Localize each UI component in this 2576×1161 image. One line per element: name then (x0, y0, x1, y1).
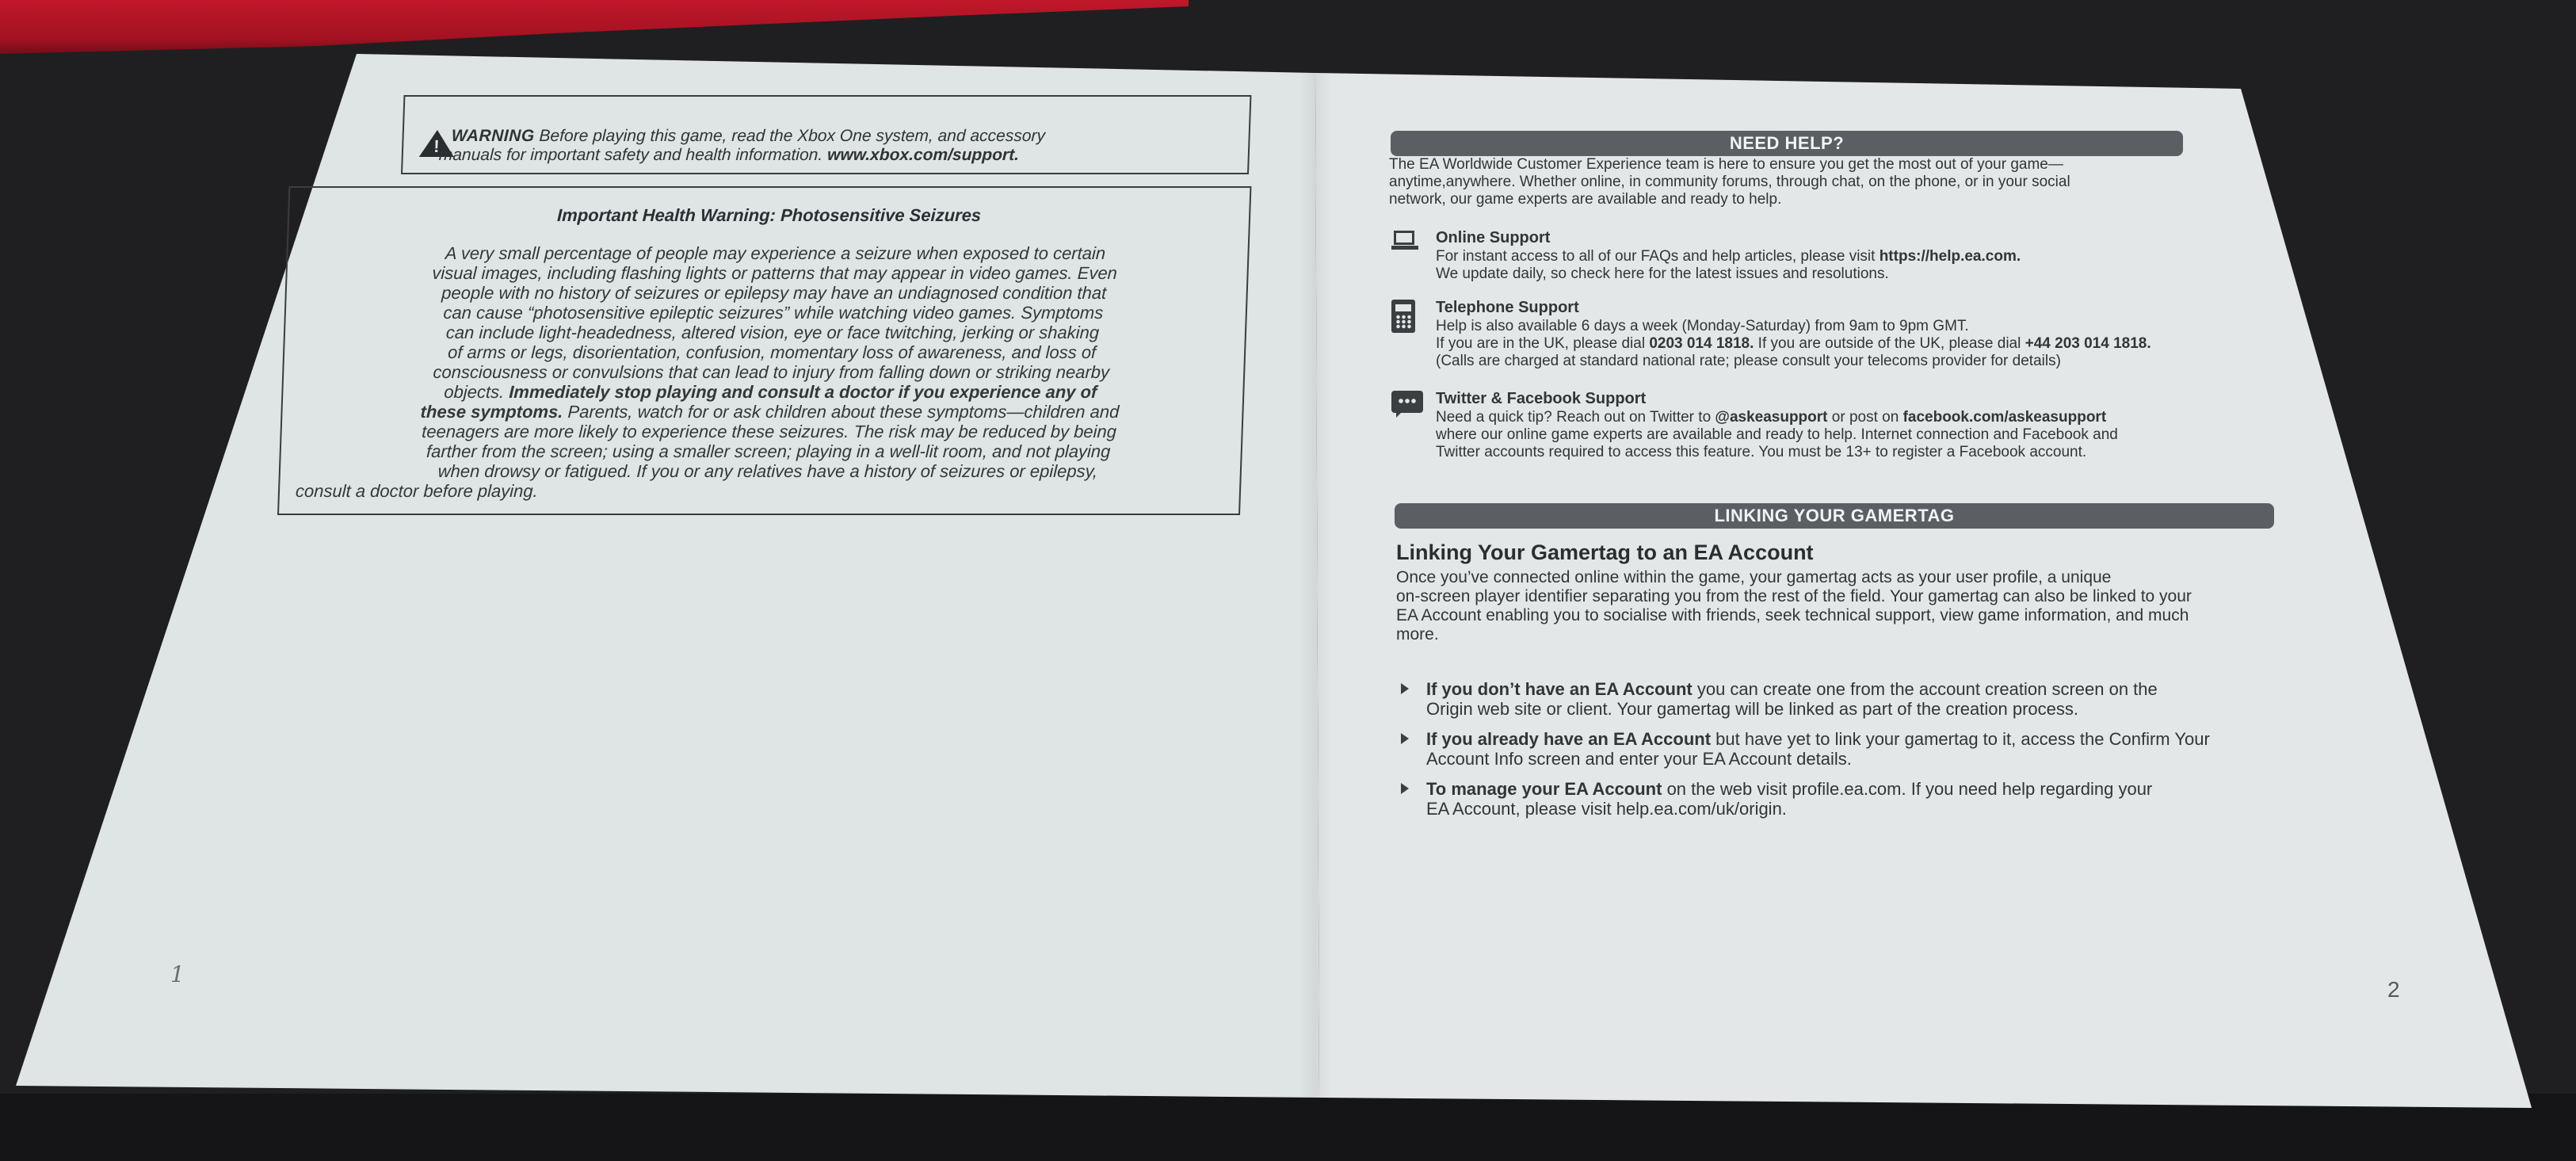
online-support-section (1436, 227, 2021, 283)
health-line: when drowsy or fatigued. If you or any relatives have a history of seizures or epilepsy, (437, 461, 1098, 481)
telephone-support-section (1436, 297, 2151, 370)
page-number-left: 1 (170, 961, 185, 987)
social-text: Need a quick tip? Reach out on Twitter to (1436, 409, 1715, 426)
intro-line: network, our game experts are available and ready to help. (1389, 191, 1782, 208)
chat-icon (1391, 391, 1423, 413)
health-line: of arms or legs, disorientation, confusion, momentary loss of awareness, and loss of (447, 342, 1097, 362)
health-line: consult a doctor before playing. (295, 481, 539, 501)
telephone-support-title: Telephone Support (1436, 299, 1579, 316)
telephone-support-line (1436, 335, 2151, 353)
health-line: visual images, including flashing lights or patterns that may appear in video games. Even (431, 263, 1118, 283)
arrow-bullet-icon (1401, 683, 1409, 694)
phone-text: If you are outside of the UK, please dial (1754, 335, 2025, 352)
health-line: can cause “photosensitive epileptic seizures” while watching video games. Symptoms (443, 303, 1104, 323)
linking-body (1396, 568, 2192, 644)
health-line-8b: Immediately stop playing and consult a doctor if you experience any of (508, 382, 1097, 402)
linking-body-line: on-screen player identifier separating you from the rest of the field. Your gamertag can also be linked to your (1396, 587, 2192, 605)
linking-bullet-list (1396, 679, 2210, 829)
list-item (1396, 679, 2210, 719)
warning-line-2 (438, 146, 1019, 165)
online-support-line: We update daily, so check here for the latest issues and resolutions. (1436, 265, 1889, 282)
online-support-title: Online Support (1436, 229, 1551, 246)
bullet-text: but have yet to link your gamertag to it, access the Confirm Your (1711, 729, 2210, 749)
health-warning-title: Important Health Warning: Photosensitive Seizures (556, 205, 982, 225)
social-text: or post on (1827, 409, 1903, 426)
arrow-bullet-icon (1401, 783, 1409, 794)
health-warning-body (295, 243, 1223, 501)
health-line-9a: these symptoms. (420, 402, 563, 422)
health-warning-box (277, 186, 1251, 515)
warning-text-1: Before playing this game, read the Xbox One system, and accessory (534, 127, 1046, 145)
bullet-line (1426, 679, 2210, 699)
intro-line: anytime,anywhere. Whether online, in community forums, through chat, on the phone, or in your social (1389, 174, 2070, 190)
bullet-line: Origin web site or client. Your gamertag will be linked as part of the creation process. (1426, 699, 2078, 719)
health-line: teenagers are more likely to experience these seizures. The risk may be reduced by being (421, 422, 1117, 441)
telephone-support-line: Help is also available 6 days a week (Monday-Saturday) from 9am to 9pm GMT. (1436, 318, 1969, 334)
health-line: farther from the screen; using a smaller screen; playing in a well-lit room, and not playing (426, 441, 1111, 461)
bullet-bold: If you already have an EA Account (1426, 729, 1712, 749)
online-support-link: https://help.ea.com. (1879, 248, 2021, 265)
social-support-line (1436, 409, 2118, 426)
health-line: people with no history of seizures or epilepsy may have an undiagnosed condition that (441, 283, 1107, 303)
warning-text-2: manuals for important safety and health information. (438, 146, 828, 164)
linking-body-line: EA Account enabling you to socialise with friends, seek technical support, view game information, and much (1396, 606, 2189, 624)
social-support-line: where our online game experts are available and ready to help. Internet connection and Facebook and (1436, 426, 2118, 443)
health-line-8a: objects. (443, 382, 509, 402)
laptop-icon (1391, 231, 1418, 251)
need-help-banner: NEED HELP? (1391, 131, 2183, 156)
bullet-line: Account Info screen and enter your EA Account details. (1426, 749, 1852, 769)
linking-body-line: Once you’ve connected online within the game, your gamertag acts as your user profile, a unique (1396, 568, 2112, 586)
page-number-right: 2 (2387, 977, 2400, 1002)
online-support-text: For instant access to all of our FAQs and help articles, please visit (1436, 248, 1880, 265)
bullet-line (1426, 779, 2210, 799)
intl-phone-number: +44 203 014 1818. (2025, 335, 2151, 352)
health-line: A very small percentage of people may experience a seizure when exposed to certain (445, 243, 1106, 263)
linking-body-line: more. (1396, 625, 1439, 644)
bullet-line (1426, 729, 2210, 749)
warning-icon: ! (419, 130, 455, 157)
social-support-title: Twitter & Facebook Support (1436, 390, 1647, 407)
online-support-line (1436, 248, 2021, 265)
social-support-section (1436, 388, 2118, 461)
bullet-text: you can create one from the account creation screen on the (1692, 679, 2158, 699)
bullet-bold: If you don’t have an EA Account (1426, 679, 1693, 699)
health-line-9b: Parents, watch for or ask children about these symptoms—children and (562, 402, 1120, 422)
bullet-bold: To manage your EA Account (1426, 779, 1662, 799)
health-line (322, 382, 1219, 402)
warning-box (401, 95, 1251, 174)
intro-line: The EA Worldwide Customer Experience team is here to ensure you get the most out of your game— (1389, 156, 2063, 173)
telephone-support-line: (Calls are charged at standard national rate; please consult your telecoms provider for details) (1436, 353, 2061, 369)
linking-title: Linking Your Gamertag to an EA Account (1396, 540, 1814, 564)
health-line: can include light-headedness, altered vision, eye or face twitching, jerking or shaking (445, 323, 1100, 342)
phone-icon (1391, 300, 1415, 333)
linking-gamertag-banner: LINKING YOUR GAMERTAG (1395, 503, 2274, 529)
arrow-bullet-icon (1401, 733, 1409, 744)
facebook-link: facebook.com/askeasupport (1902, 409, 2107, 426)
bullet-line: EA Account, please visit help.ea.com/uk/origin. (1426, 799, 1787, 819)
list-item (1396, 779, 2210, 819)
need-help-intro (1389, 156, 2070, 208)
phone-text: If you are in the UK, please dial (1436, 335, 1650, 352)
warning-link: www.xbox.com/support. (826, 146, 1020, 164)
booklet-spine (1299, 73, 1331, 1098)
health-line (322, 402, 1218, 422)
bullet-text: on the web visit profile.ea.com. If you need help regarding your (1662, 779, 2153, 799)
uk-phone-number: 0203 014 1818. (1649, 335, 1754, 352)
twitter-handle: @askeasupport (1715, 409, 1828, 426)
warning-label: WARNING (451, 127, 536, 145)
health-line: consciousness or convulsions that can lead to injury from falling down or striking nearby (433, 362, 1110, 382)
list-item (1396, 729, 2210, 769)
social-support-line: Twitter accounts required to access this feature. You must be 13+ to register a Facebook account. (1436, 444, 2087, 460)
